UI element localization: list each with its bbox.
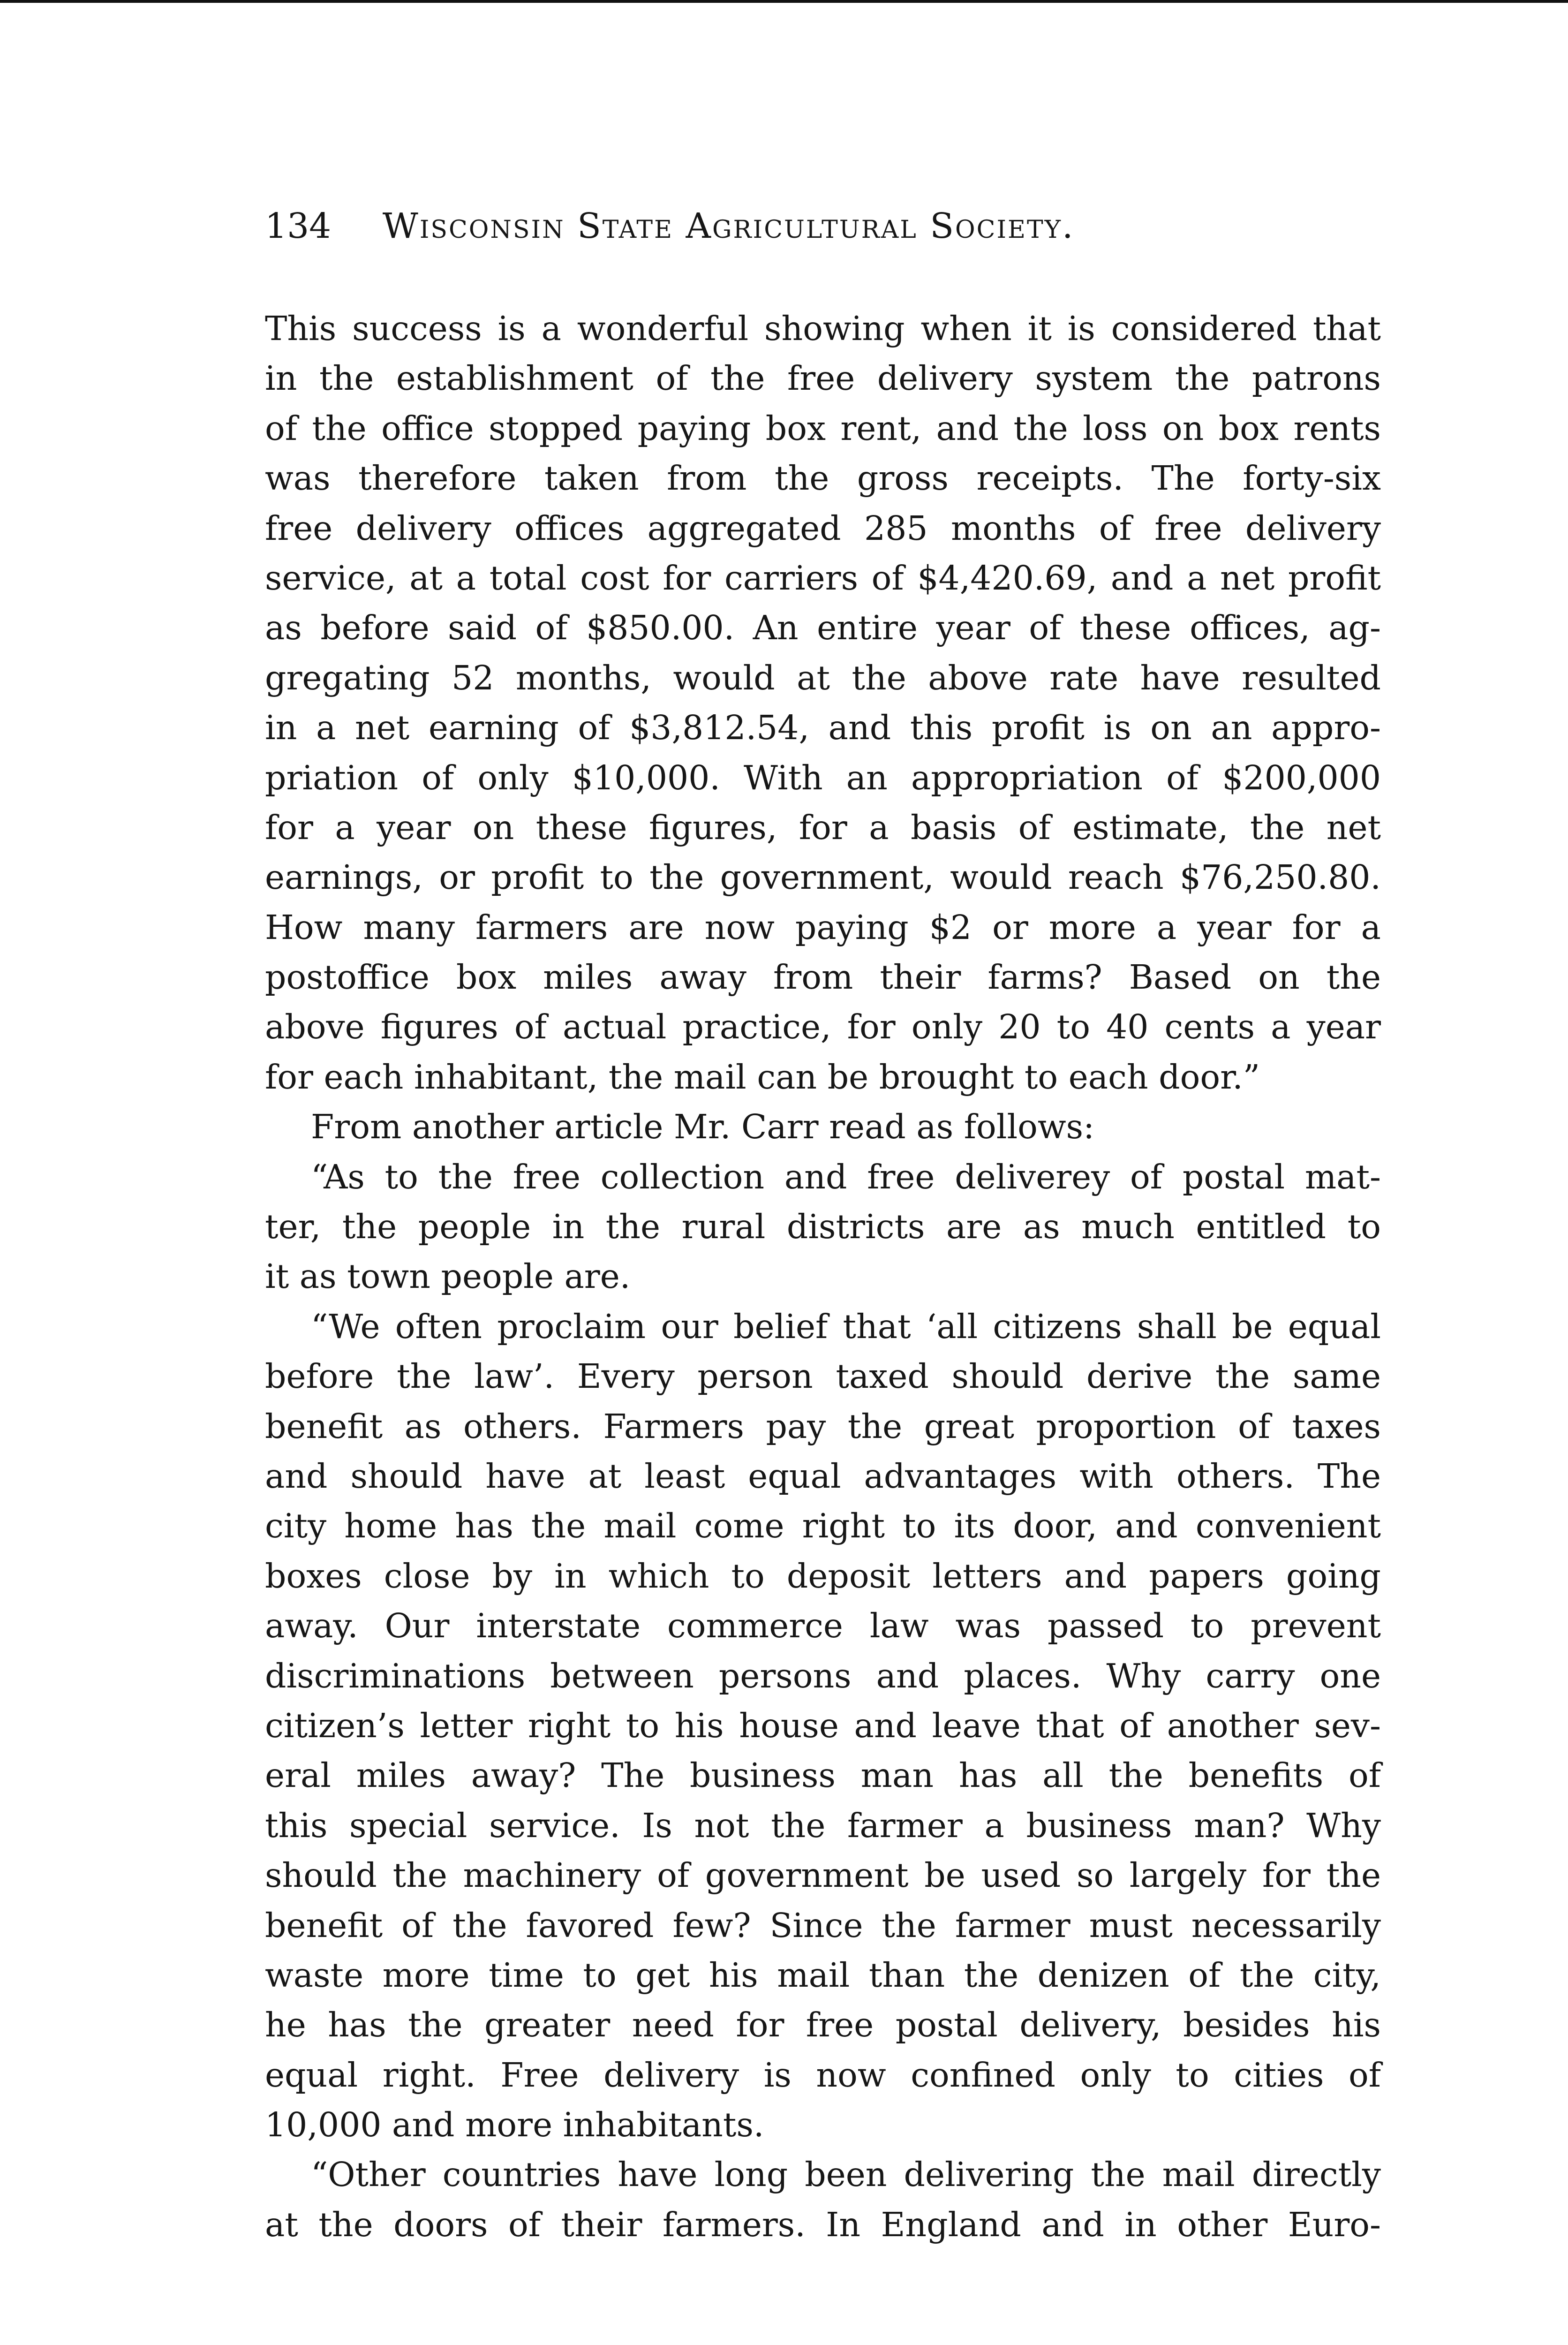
text-line: priation of only $10,000. With an appropriation of $200,000 [265,758,1381,797]
text-line: before the law’. Every person taxed should derive the same [265,1357,1381,1396]
text-line: away. Our interstate commerce law was passed to prevent [265,1606,1381,1646]
text-line: “As to the free collection and free deliverey of postal mat- [311,1157,1381,1196]
text-line: From another article Mr. Carr read as follows: [311,1107,1095,1147]
text-line: city home has the mail come right to its door, and convenient [265,1506,1381,1546]
text-line: postoffice box miles away from their farms? Based on the [265,958,1381,997]
text-line: eral miles away? The business man has all the benefits of [265,1756,1381,1795]
text-line: for each inhabitant, the mail can be brought to each door.” [265,1057,1260,1097]
text-line: boxes close by in which to deposit letters and papers going [265,1556,1381,1596]
text-line: as before said of $850.00. An entire year of these offices, ag- [265,608,1381,648]
text-line: benefit as others. Farmers pay the great proportion of taxes [265,1407,1381,1446]
body-text [265,304,1381,2250]
text-line: it as town people are. [265,1257,631,1296]
top-border-rule [0,0,1568,3]
text-line: free delivery offices aggregated 285 months of free delivery [265,508,1381,548]
text-line: discriminations between persons and places. Why carry one [265,1656,1381,1695]
text-line: above figures of actual practice, for only 20 to 40 cents a year [265,1007,1381,1047]
text-line: should the machinery of government be used so largely for the [265,1856,1381,1895]
text-line: “Other countries have long been delivering the mail directly [311,2155,1381,2194]
text-line: ter, the people in the rural districts are as much entitled to [265,1207,1381,1247]
text-line: How many farmers are now paying $2 or more a year for a [265,908,1381,947]
text-line: and should have at least equal advantages with others. The [265,1456,1381,1496]
text-line: at the doors of their farmers. In England and in other Euro- [265,2205,1381,2244]
text-line: earnings, or profit to the government, would reach $76,250.80. [265,858,1381,897]
text-line: citizen’s letter right to his house and leave that of another sev- [265,1706,1381,1745]
running-title: Wisconsin State Agricultural Society. [382,206,1075,246]
text-line: this special service. Is not the farmer a business man? Why [265,1806,1381,1845]
text-line: waste more time to get his mail than the denizen of the city, [265,1955,1381,1995]
text-line: This success is a wonderful showing when it is considered that [265,309,1381,348]
text-line: in a net earning of $3,812.54, and this profit is on an appro- [265,708,1381,748]
text-line: 10,000 and more inhabitants. [265,2105,764,2145]
text-line: for a year on these figures, for a basis of estimate, the net [265,808,1381,847]
text-line: in the establishment of the free delivery system the patrons [265,359,1381,398]
running-header [265,205,1075,247]
text-line: equal right. Free delivery is now confined only to cities of [265,2055,1381,2095]
text-line: gregating 52 months, would at the above rate have resulted [265,658,1381,697]
text-line: was therefore taken from the gross receipts. The forty-six [265,459,1381,498]
text-line: benefit of the favored few? Since the farmer must necessarily [265,1906,1381,1945]
text-line: service, at a total cost for carriers of $4,420.69, and a net profit [265,558,1381,598]
page-number: 134 [265,206,332,246]
text-line: “We often proclaim our belief that ‘all citizens shall be equal [311,1307,1381,1346]
text-line: of the office stopped paying box rent, and the loss on box rents [265,408,1381,448]
text-line: he has the greater need for free postal delivery, besides his [265,2005,1381,2045]
